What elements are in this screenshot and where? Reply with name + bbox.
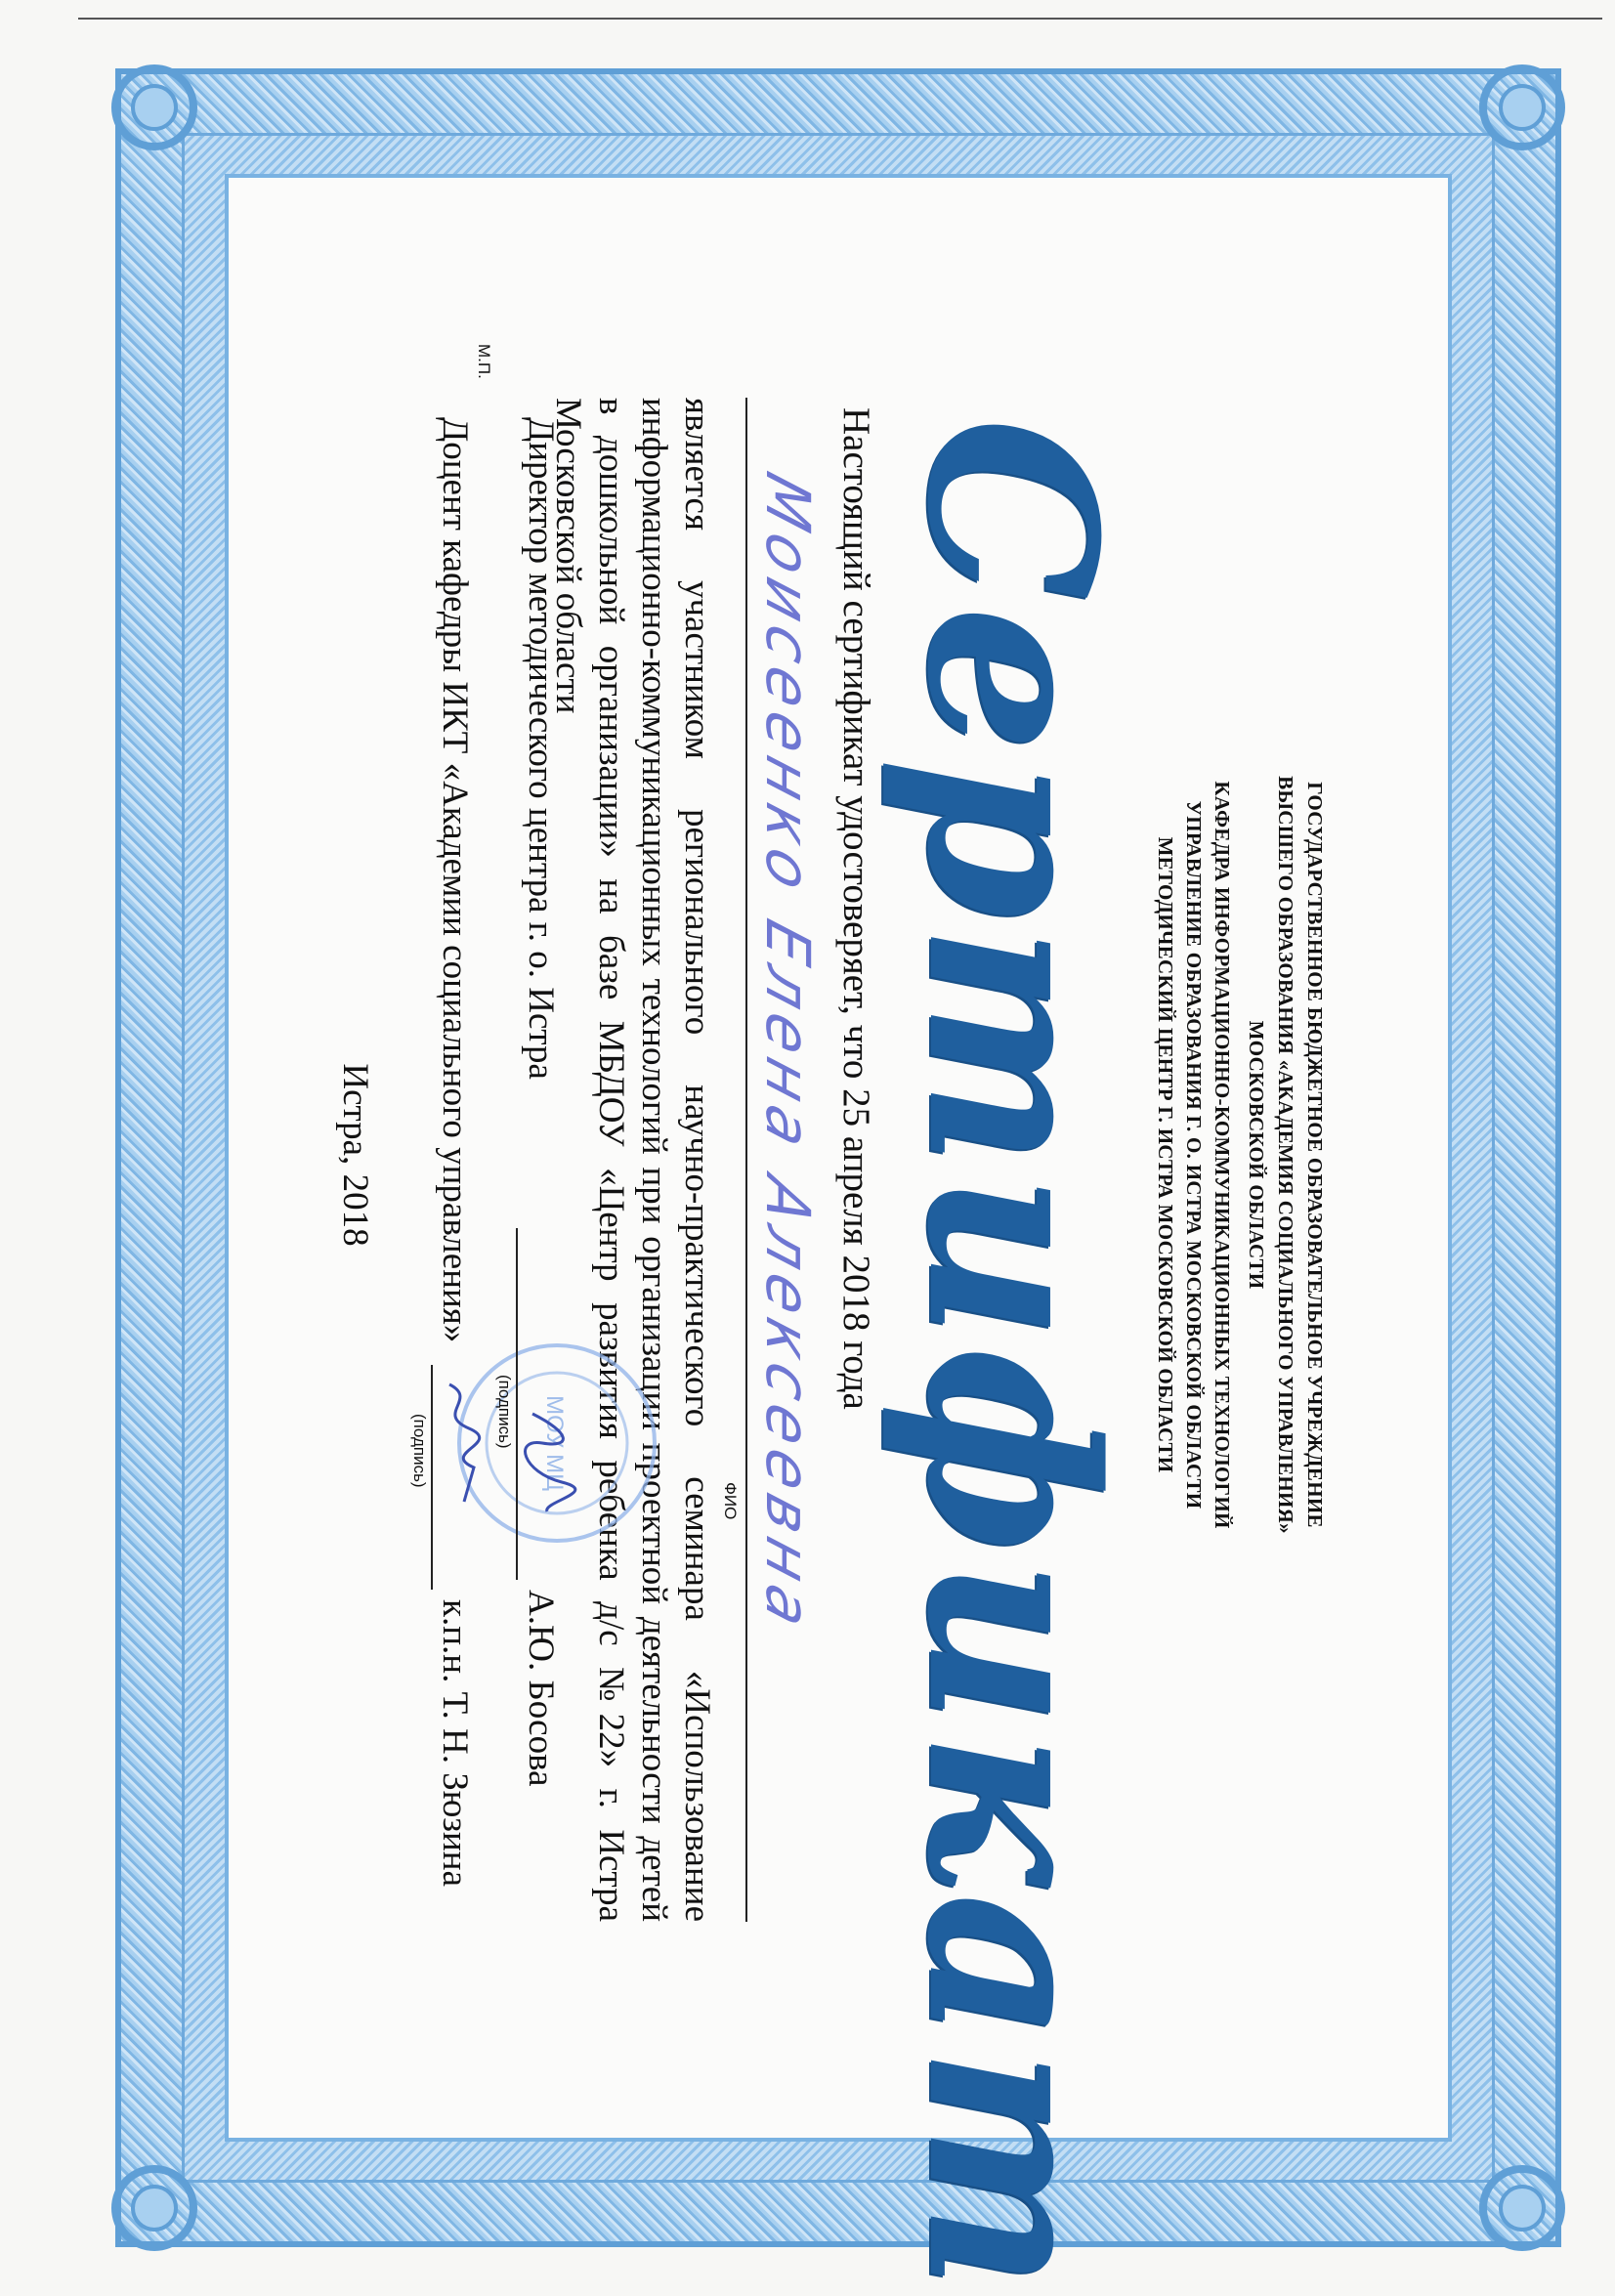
director-name: А.Ю. Босова	[521, 1590, 561, 1787]
org-line: ВЫСШЕГО ОБРАЗОВАНИЯ «АКАДЕМИЯ СОЦИАЛЬНОГО УПРАВЛЕНИЯ»	[1274, 776, 1297, 1534]
org-line: МЕТОДИЧЕСКИЙ ЦЕНТР Г. ИСТРА МОСКОВСКОЙ ОБЛАСТИ	[1154, 836, 1177, 1473]
org-line: УПРАВЛЕНИЕ ОБРАЗОВАНИЯ Г. О. ИСТРА МОСКОВСКОЙ ОБЛАСТИ	[1182, 800, 1206, 1509]
recipient-name: Моисеенко Елена Алексеевна	[752, 464, 824, 1644]
org-line: ГОСУДАРСТВЕННОЕ БЮДЖЕТНОЕ ОБРАЗОВАТЕЛЬНОЕ УЧРЕЖДЕНИЕ	[1303, 782, 1327, 1528]
director-title: Директор методического центра г. о. Истра	[521, 417, 561, 1080]
podpis-label: (подпись)	[495, 1375, 514, 1449]
director-signature-icon	[513, 1404, 581, 1521]
fio-label: ФИО	[721, 1482, 740, 1520]
stamp-text: МОУ МЦ	[541, 1395, 568, 1491]
org-line: МОСКОВСКОЙ ОБЛАСТИ	[1245, 1020, 1268, 1290]
docent-name: к.п.н. Т. Н. Зюзина	[435, 1599, 475, 1888]
certificate-title: Сертификат	[876, 417, 1146, 2296]
docent-title: Доцент кафедры ИКТ «Академии социального управления»	[435, 417, 475, 1343]
scan-edge-line	[78, 18, 1602, 20]
podpis-label: (подпись)	[410, 1414, 429, 1488]
org-line: КАФЕДРА ИНФОРМАЦИОННО-КОММУНИКАЦИОННЫХ ТЕХНОЛОГИЙ	[1211, 781, 1234, 1529]
place-year: Истра, 2018	[335, 1063, 375, 1247]
body-paragraph: является участником регионального научно-практического семинара «Использование информационно-коммуникационных технологий при организации проектной деятельности детей в дошкольной организации» на базе МБДОУ «Центр развития ребенка д/с №22» г. Истра Московской области	[548, 398, 717, 1922]
fio-underline	[745, 398, 747, 1922]
certificate-content	[269, 202, 1422, 2296]
docent-signature-icon	[425, 1375, 493, 1511]
mp-label: М.П.	[475, 344, 493, 379]
certifies-text: Настоящий сертификат удостоверяет, что 25 апреля 2018 года	[835, 407, 877, 1410]
